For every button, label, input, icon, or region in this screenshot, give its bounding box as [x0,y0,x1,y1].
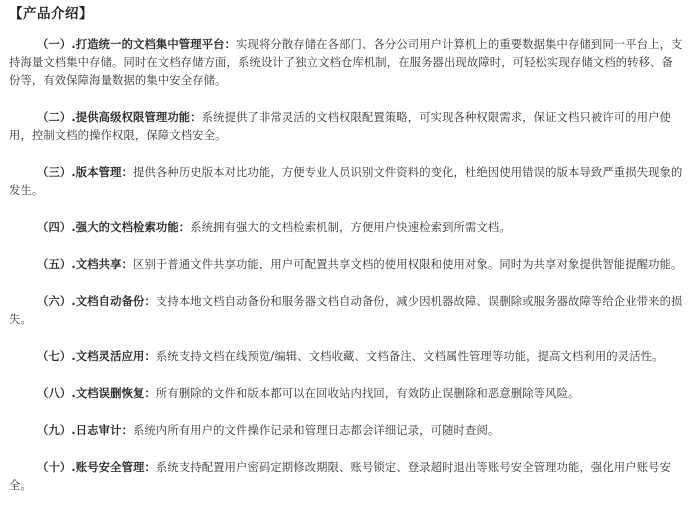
feature-heading [37,295,156,308]
feature-title: .文档自动备份： [71,295,156,308]
feature-description: 系统内所有用户的文件操作记录和管理日志都会详细记录，可随时查阅。 [133,424,500,437]
feature-description: 区别于普通文件共享功能，用户可配置共享文档的使用权限和使用对象。同时为共享对象提供智能提醒功能。 [133,258,683,271]
feature-heading [37,350,156,363]
feature-number: （二） [37,111,72,124]
feature-paragraph-4 [9,219,684,237]
feature-heading [37,38,236,51]
feature-paragraph-5 [9,256,684,274]
feature-description: 支持本地文档自动备份和服务器文档自动备份，减少因机器故障、误删除或服务器故障等给企业带来的损失。 [9,295,683,326]
feature-title: .提供高级权限管理功能： [71,111,202,124]
feature-number: （三） [37,166,72,179]
feature-paragraph-6 [9,293,684,329]
feature-title: .版本管理： [71,166,134,179]
feature-heading [37,424,133,437]
feature-description: 系统提供了非常灵活的文档权限配置策略，可实现各种权限需求，保证文档只被许可的用户使用，控制文档的操作权限，保障文档安全。 [9,111,672,142]
feature-number: （一） [37,38,72,51]
feature-heading [37,461,156,474]
feature-paragraph-10 [9,459,684,495]
feature-title: .日志审计： [71,424,134,437]
feature-paragraph-8 [9,385,684,403]
feature-paragraph-7 [9,348,684,366]
feature-number: （八） [37,387,72,400]
section-title: 【产品介绍】 [9,6,93,22]
feature-paragraph-9 [9,422,684,440]
feature-number: （六） [37,295,72,308]
feature-number: （五） [37,258,72,271]
feature-description: 实现将分散存储在各部门、各分公司用户计算机上的重要数据集中存储到同一平台上，支持海量文档集中存储。同时在文档存储方面，系统设计了独立文档仓库机制，在服务器出现故障时，可轻松实现存储文档的转移、备份等，有效保障海量数据的集中安全存储。 [9,38,683,87]
feature-title: .账号安全管理： [71,461,156,474]
feature-description: 所有删除的文件和版本都可以在回收站内找回，有效防止误删除和恶意删除等风险。 [155,387,580,400]
feature-title: .文档误删恢复： [71,387,156,400]
feature-description: 提供各种历史版本对比功能，方便专业人员识别文件资料的变化，杜绝因使用错误的版本导致严重损失现象的发生。 [9,166,683,197]
feature-description: 系统支持文档在线预览/编辑、文档收藏、文档备注、文档属性管理等功能，提高文档利用的灵活性。 [155,350,664,363]
feature-number: （九） [37,424,72,437]
feature-heading [37,221,190,234]
feature-number: （四） [37,221,72,234]
feature-title: .打造统一的文档集中管理平台： [71,38,237,51]
feature-description: 系统拥有强大的文档检索机制，方便用户快速检索到所需文档。 [190,221,511,234]
feature-heading [37,166,133,179]
feature-paragraph-3 [9,164,684,200]
feature-paragraph-2 [9,109,684,145]
feature-description: 系统支持配置用户密码定期修改期限、账号锁定、登录超时退出等账号安全管理功能，强化用户账号安全。 [9,461,672,492]
feature-number: （十） [37,461,72,474]
feature-paragraph-1 [9,36,684,90]
feature-title: .文档灵活应用： [71,350,156,363]
feature-title: .强大的文档检索功能： [71,221,191,234]
feature-title: .文档共享： [71,258,134,271]
feature-heading [37,258,133,271]
feature-heading [37,387,156,400]
feature-heading [37,111,202,124]
feature-number: （七） [37,350,72,363]
